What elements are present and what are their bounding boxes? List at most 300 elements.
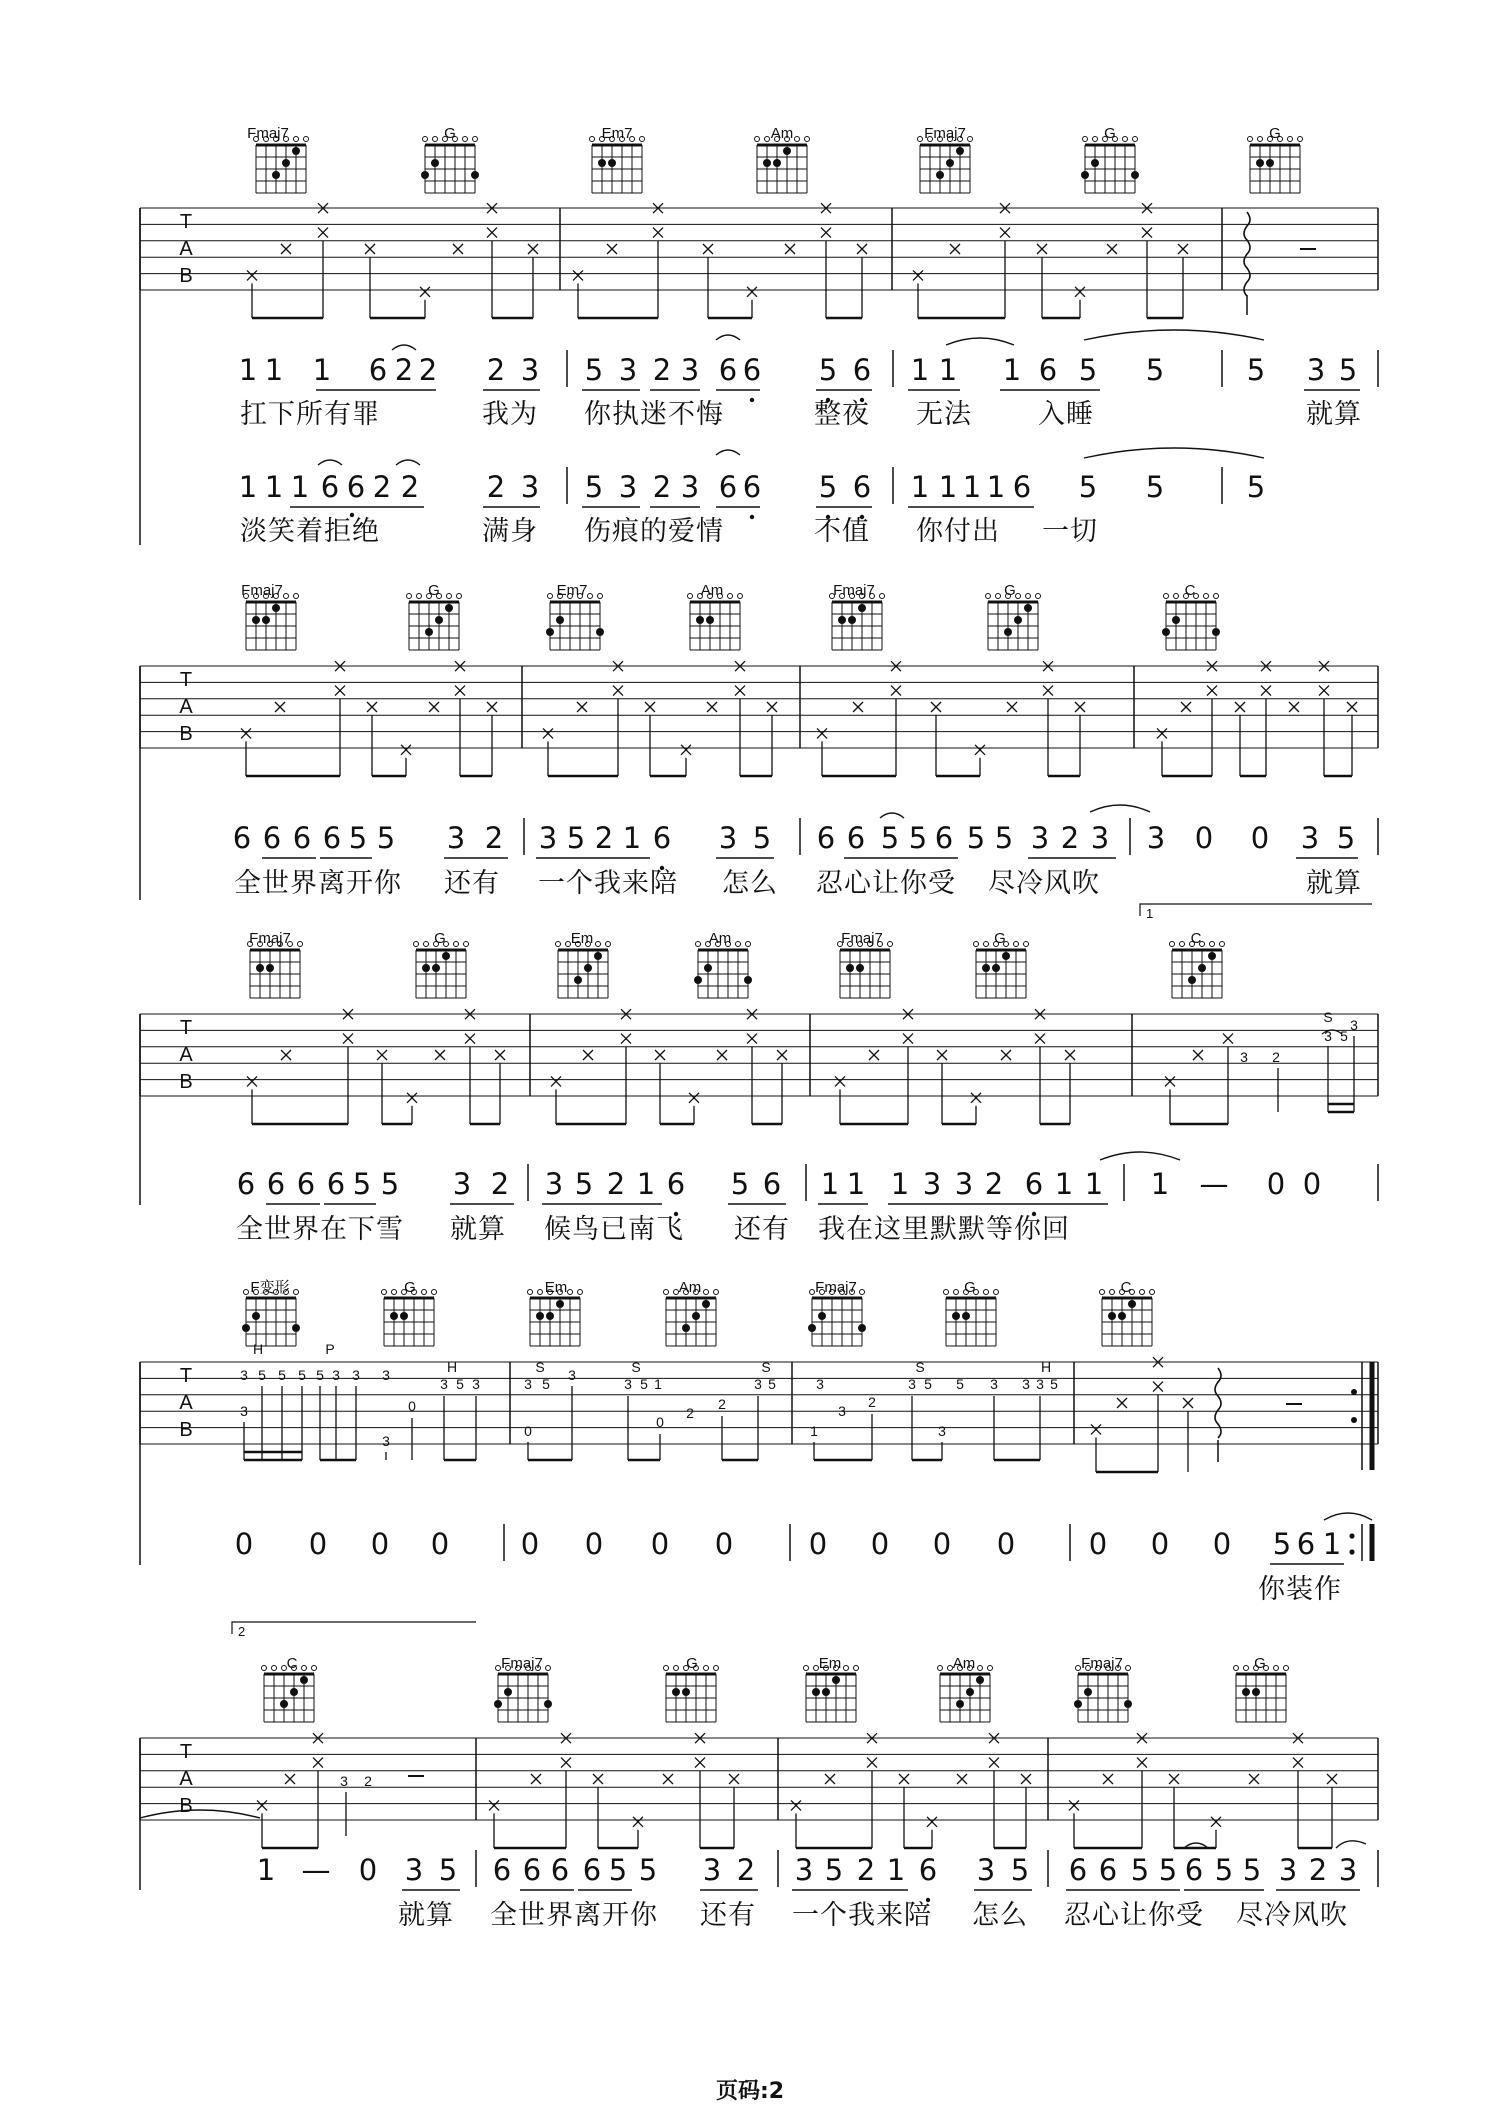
jianpu-note: 5 bbox=[638, 1853, 658, 1887]
chord-diagram bbox=[755, 137, 810, 194]
underlines bbox=[316, 330, 1360, 390]
jianpu-note: 6 bbox=[1296, 1527, 1316, 1561]
chord-diagram bbox=[528, 1290, 583, 1347]
jianpu-note: 0 bbox=[430, 1527, 450, 1561]
chord-name: Em bbox=[544, 1279, 568, 1296]
jianpu-note: 5 bbox=[1145, 353, 1165, 387]
chord-diagram bbox=[414, 942, 469, 999]
jianpu-note: 1 bbox=[622, 821, 642, 855]
jianpu-note: 6 bbox=[846, 821, 866, 855]
chord-name: Em7 bbox=[556, 582, 588, 599]
jianpu-note: 5 bbox=[574, 1167, 594, 1201]
tab-staff bbox=[140, 1362, 1378, 1444]
chord-name: G bbox=[964, 1279, 976, 1296]
jianpu-note: 0 bbox=[932, 1527, 952, 1561]
svg-text:1: 1 bbox=[654, 1376, 662, 1392]
jianpu-note: 3 bbox=[618, 353, 638, 387]
jianpu-note: 1 bbox=[290, 470, 310, 504]
jianpu-note: 5 bbox=[1078, 470, 1098, 504]
jianpu-note: 5 bbox=[1338, 353, 1358, 387]
lyric: 就算 bbox=[1306, 399, 1362, 430]
jianpu-note: 3 bbox=[976, 1853, 996, 1887]
tab-notes bbox=[247, 1009, 1233, 1124]
jianpu-note: 0 bbox=[1150, 1527, 1170, 1561]
lyric: 忍心让你受 bbox=[816, 868, 956, 899]
jianpu-note: 6 bbox=[934, 821, 954, 855]
tab-notes bbox=[1091, 1357, 1193, 1472]
lyric: 满身 bbox=[482, 516, 538, 547]
tab-staff bbox=[140, 1014, 1378, 1096]
chord-diagram bbox=[546, 594, 604, 651]
svg-text:3: 3 bbox=[352, 1367, 360, 1383]
jianpu-note: 1 bbox=[890, 1167, 910, 1201]
jianpu-note: — bbox=[301, 1853, 331, 1887]
jianpu-note: 6 bbox=[236, 1167, 256, 1201]
jianpu-note: 3 bbox=[452, 1167, 472, 1201]
jianpu-line bbox=[235, 1513, 1372, 1605]
chord-diagram bbox=[1170, 942, 1225, 999]
svg-text:5: 5 bbox=[316, 1367, 324, 1383]
techniques bbox=[253, 1341, 1051, 1375]
svg-text:2: 2 bbox=[1272, 1049, 1280, 1065]
volta-number: 2 bbox=[238, 1624, 246, 1639]
tab-beams bbox=[244, 1452, 1040, 1460]
pull-off-mark: P bbox=[325, 1341, 335, 1357]
jianpu-note: 3 bbox=[404, 1853, 424, 1887]
svg-text:3: 3 bbox=[908, 1376, 916, 1392]
jianpu-note: 6 bbox=[718, 470, 738, 504]
jianpu-note: 5 bbox=[348, 821, 368, 855]
svg-text:3: 3 bbox=[472, 1376, 480, 1392]
jianpu-note: 5 bbox=[880, 821, 900, 855]
svg-text:5: 5 bbox=[1050, 1376, 1058, 1392]
lyric: 入睡 bbox=[1038, 399, 1094, 430]
jianpu-note: 1 bbox=[1054, 1167, 1074, 1201]
jianpu-note: 5 bbox=[380, 1167, 400, 1201]
svg-text:3: 3 bbox=[440, 1376, 448, 1392]
tab-letter: T bbox=[179, 1017, 193, 1039]
chord-row bbox=[247, 125, 1281, 142]
jianpu-note: 5 bbox=[1242, 1853, 1262, 1887]
chord-diagram bbox=[262, 1666, 317, 1723]
tie-arc bbox=[140, 1810, 260, 1818]
lyric: 无法 bbox=[916, 399, 972, 430]
chord-name: Am bbox=[952, 1655, 976, 1672]
jianpu-note: 2 bbox=[984, 1167, 1004, 1201]
jianpu-note: 2 bbox=[418, 353, 438, 387]
tab-letter: B bbox=[179, 1419, 193, 1441]
jianpu-note: 5 bbox=[994, 821, 1014, 855]
svg-text:3: 3 bbox=[816, 1376, 824, 1392]
jianpu-note: 6 bbox=[522, 1853, 542, 1887]
jianpu-note: 5 bbox=[1246, 353, 1266, 387]
svg-text:3: 3 bbox=[624, 1376, 632, 1392]
jianpu-note: 1 bbox=[1150, 1167, 1170, 1201]
jianpu-note: 5 bbox=[818, 353, 838, 387]
lyric: 忍心让你受 bbox=[1064, 1900, 1204, 1931]
jianpu-note: 6 bbox=[742, 353, 762, 387]
svg-text:3: 3 bbox=[990, 1376, 998, 1392]
jianpu-note: 5 bbox=[376, 821, 396, 855]
svg-text:5: 5 bbox=[1340, 1028, 1348, 1044]
jianpu-note: 1 bbox=[820, 1167, 840, 1201]
jianpu-note: 2 bbox=[736, 1853, 756, 1887]
jianpu-note: 0 bbox=[358, 1853, 378, 1887]
jianpu-note: 0 bbox=[1194, 821, 1214, 855]
chord-diagram bbox=[974, 942, 1029, 999]
chord-name: Fmaj7 bbox=[924, 125, 966, 142]
tab-letter: B bbox=[179, 1795, 193, 1817]
chord-name: Fmaj7 bbox=[249, 930, 291, 947]
jianpu-note: 0 bbox=[714, 1527, 734, 1561]
jianpu-note: 2 bbox=[486, 353, 506, 387]
svg-text:5: 5 bbox=[298, 1367, 306, 1383]
jianpu-note: 0 bbox=[870, 1527, 890, 1561]
chord-diagram bbox=[694, 942, 752, 999]
jianpu-note: 6 bbox=[918, 1853, 938, 1887]
jianpu-note: 6 bbox=[762, 1167, 782, 1201]
jianpu-note: 1 bbox=[1322, 1527, 1342, 1561]
jianpu-note: 2 bbox=[490, 1167, 510, 1201]
svg-text:3: 3 bbox=[382, 1367, 390, 1383]
jianpu-note: 6 bbox=[550, 1853, 570, 1887]
jianpu-note: 3 bbox=[922, 1167, 942, 1201]
svg-text:2: 2 bbox=[686, 1405, 694, 1421]
chord-name: Am bbox=[678, 1279, 702, 1296]
chord-diagram bbox=[421, 137, 479, 194]
jianpu-note: 3 bbox=[718, 821, 738, 855]
jianpu-note: 1 bbox=[636, 1167, 656, 1201]
tab-letter: A bbox=[179, 696, 193, 718]
jianpu-note: 5 bbox=[584, 470, 604, 504]
repeat-end-jianpu bbox=[1349, 1524, 1372, 1561]
jianpu-note: 5 bbox=[1078, 353, 1098, 387]
lyric: 还有 bbox=[444, 868, 500, 899]
jianpu-note: 3 bbox=[1306, 353, 1326, 387]
jianpu-note: 2 bbox=[484, 821, 504, 855]
jianpu-note: 5 bbox=[1214, 1853, 1234, 1887]
lyric: 全世界在下雪 bbox=[236, 1214, 404, 1245]
chord-name: Em bbox=[570, 930, 594, 947]
jianpu-note: 5 bbox=[1246, 470, 1266, 504]
jianpu-note: 1 bbox=[886, 1853, 906, 1887]
chord-name: Fmaj7 bbox=[241, 582, 283, 599]
jianpu-note: 6 bbox=[1098, 1853, 1118, 1887]
svg-text:5: 5 bbox=[956, 1376, 964, 1392]
jianpu-note: 6 bbox=[1068, 1853, 1088, 1887]
slide-mark: S bbox=[535, 1359, 545, 1375]
svg-text:3: 3 bbox=[1022, 1376, 1030, 1392]
chord-name: C bbox=[1184, 582, 1196, 599]
lyric: 尽冷风吹 bbox=[1236, 1900, 1348, 1931]
svg-text:5: 5 bbox=[456, 1376, 464, 1392]
jianpu-note: 5 bbox=[824, 1853, 844, 1887]
jianpu-note: 1 bbox=[264, 353, 284, 387]
lyric: 淡笑着拒绝 bbox=[240, 516, 380, 547]
chord-name: G bbox=[994, 930, 1006, 947]
jianpu-note: 2 bbox=[1308, 1853, 1328, 1887]
jianpu-note: 2 bbox=[394, 353, 414, 387]
chord-diagram bbox=[1074, 1666, 1132, 1723]
system-4 bbox=[140, 1279, 1378, 1605]
svg-text:5: 5 bbox=[640, 1376, 648, 1392]
jianpu-note: 0 bbox=[1088, 1527, 1108, 1561]
lyric: 你付出 bbox=[916, 516, 1000, 547]
jianpu-note: 5 bbox=[908, 821, 928, 855]
jianpu-note: 0 bbox=[308, 1527, 328, 1561]
chord-diagram bbox=[382, 1290, 437, 1347]
svg-text:3: 3 bbox=[524, 1376, 532, 1392]
jianpu-note: 6 bbox=[852, 353, 872, 387]
chord-name: Am bbox=[708, 930, 732, 947]
tab-notes bbox=[241, 661, 1357, 776]
chord-name: F变形 bbox=[250, 1279, 290, 1296]
jianpu-note: 0 bbox=[520, 1527, 540, 1561]
jianpu-note: 1 bbox=[238, 470, 258, 504]
lyric: 候鸟已南飞 bbox=[544, 1214, 684, 1245]
jianpu-note: 0 bbox=[996, 1527, 1016, 1561]
jianpu-note: 1 bbox=[938, 353, 958, 387]
lyrics-line-1 bbox=[240, 399, 1362, 430]
jianpu-note: 1 bbox=[846, 1167, 866, 1201]
jianpu-note: 1 bbox=[910, 353, 930, 387]
chord-diagram bbox=[254, 137, 309, 194]
underlines bbox=[262, 805, 1358, 858]
jianpu-note: 3 bbox=[680, 353, 700, 387]
jianpu-note: 1 bbox=[910, 470, 930, 504]
svg-text:5: 5 bbox=[542, 1376, 550, 1392]
jianpu-note: 2 bbox=[606, 1167, 626, 1201]
jianpu-note: 6 bbox=[266, 1167, 286, 1201]
tab-letter: A bbox=[179, 1044, 193, 1066]
chord-name: G bbox=[1254, 1655, 1266, 1672]
jianpu-note: 6 bbox=[346, 470, 366, 504]
svg-text:0: 0 bbox=[656, 1414, 664, 1430]
svg-text:5: 5 bbox=[924, 1376, 932, 1392]
jianpu-note: 5 bbox=[1158, 1853, 1178, 1887]
jianpu-note: 3 bbox=[794, 1853, 814, 1887]
jianpu-note: 6 bbox=[582, 1853, 602, 1887]
chord-name: G bbox=[444, 125, 456, 142]
jianpu-note: 3 bbox=[544, 1167, 564, 1201]
jianpu-note: 1 bbox=[962, 470, 982, 504]
chord-diagram bbox=[1248, 137, 1303, 194]
lyric: 就算 bbox=[450, 1214, 506, 1245]
chord-name: C bbox=[286, 1655, 298, 1672]
jianpu-note: 2 bbox=[1060, 821, 1080, 855]
jianpu-line bbox=[233, 805, 1378, 899]
measure bbox=[911, 353, 1164, 387]
jianpu-note: 0 bbox=[1302, 1167, 1322, 1201]
jianpu-note: 6 bbox=[292, 821, 312, 855]
tab-staff bbox=[140, 1738, 1378, 1820]
jianpu-note: 6 bbox=[492, 1853, 512, 1887]
svg-text:3: 3 bbox=[1324, 1028, 1332, 1044]
jianpu-note: 6 bbox=[1024, 1167, 1044, 1201]
tab-staff bbox=[140, 208, 1378, 290]
lyric: 你执迷不悔 bbox=[584, 399, 724, 430]
svg-text:0: 0 bbox=[524, 1423, 532, 1439]
chord-diagram bbox=[244, 594, 299, 651]
jianpu-note: 5 bbox=[566, 821, 586, 855]
tab-letter: A bbox=[179, 1392, 193, 1414]
jianpu-note: 6 bbox=[666, 1167, 686, 1201]
jianpu-note: 2 bbox=[400, 470, 420, 504]
page-number: 页码:2 bbox=[715, 2079, 785, 2104]
slide-mark: S bbox=[761, 1359, 771, 1375]
svg-text:5: 5 bbox=[278, 1367, 286, 1383]
jianpu-note: 0 bbox=[1250, 821, 1270, 855]
jianpu-note: 2 bbox=[856, 1853, 876, 1887]
svg-text:2: 2 bbox=[868, 1394, 876, 1410]
svg-text:3: 3 bbox=[340, 1773, 348, 1789]
chord-name: C bbox=[1120, 1279, 1132, 1296]
underlines bbox=[290, 448, 1264, 507]
tab-letter: B bbox=[179, 723, 193, 745]
chord-diagram bbox=[556, 942, 611, 999]
jianpu-note: 0 bbox=[808, 1527, 828, 1561]
jianpu-note: 6 bbox=[326, 1167, 346, 1201]
chord-diagram bbox=[590, 137, 645, 194]
lyric: 一个我来陪 bbox=[792, 1900, 932, 1931]
jianpu-note: 3 bbox=[1030, 821, 1050, 855]
svg-text:3: 3 bbox=[1350, 1017, 1358, 1033]
svg-text:3: 3 bbox=[568, 1367, 576, 1383]
jianpu-note: 5 bbox=[1010, 1853, 1030, 1887]
jianpu-note: 1 bbox=[1084, 1167, 1104, 1201]
tab-fret-numbers bbox=[340, 1773, 372, 1789]
jianpu-note: 5 bbox=[730, 1167, 750, 1201]
jianpu-note: 3 bbox=[618, 470, 638, 504]
jianpu-note: 3 bbox=[520, 353, 540, 387]
volta-bracket-1 bbox=[1140, 904, 1372, 921]
jianpu-note: 6 bbox=[322, 821, 342, 855]
chord-diagram bbox=[688, 594, 743, 651]
svg-text:3: 3 bbox=[1240, 1049, 1248, 1065]
lyric: 扛下所有罪 bbox=[240, 399, 380, 430]
tab-notes bbox=[257, 1733, 1337, 1848]
jianpu-note: 1 bbox=[1002, 353, 1022, 387]
jianpu-note: 0 bbox=[650, 1527, 670, 1561]
svg-text:3: 3 bbox=[240, 1367, 248, 1383]
jianpu-note: 3 bbox=[520, 470, 540, 504]
chord-diagram bbox=[407, 594, 462, 651]
lyric: 尽冷风吹 bbox=[988, 868, 1100, 899]
jianpu-note: 3 bbox=[702, 1853, 722, 1887]
lyric: 一个我来陪 bbox=[538, 868, 678, 899]
jianpu-note: 3 bbox=[446, 821, 466, 855]
tab-letter: T bbox=[179, 211, 193, 233]
chord-diagram bbox=[918, 137, 973, 194]
jianpu-note: 3 bbox=[1278, 1853, 1298, 1887]
jianpu-note: 1 bbox=[256, 1853, 276, 1887]
lyric: 就算 bbox=[398, 1900, 454, 1931]
jianpu-note: 2 bbox=[652, 470, 672, 504]
jianpu-note: 5 bbox=[608, 1853, 628, 1887]
tab-letter: B bbox=[179, 1071, 193, 1093]
jianpu-note: 5 bbox=[818, 470, 838, 504]
system-5 bbox=[140, 1622, 1378, 1931]
jianpu-note: 1 bbox=[986, 470, 1006, 504]
lyric: 你装作 bbox=[1258, 1574, 1342, 1605]
lyric: 全世界离开你 bbox=[234, 868, 402, 899]
jianpu-note: 6 bbox=[320, 470, 340, 504]
jianpu-note: 3 bbox=[1090, 821, 1110, 855]
jianpu-note: 6 bbox=[816, 821, 836, 855]
jianpu-note: 5 bbox=[752, 821, 772, 855]
jianpu-note: 0 bbox=[584, 1527, 604, 1561]
svg-text:0: 0 bbox=[408, 1398, 416, 1414]
tab-fret-numbers bbox=[1240, 1009, 1358, 1112]
chord-name: G bbox=[1004, 582, 1016, 599]
chord-name: Fmaj7 bbox=[247, 125, 289, 142]
lyric: 还有 bbox=[734, 1214, 790, 1245]
jianpu-note: 5 bbox=[584, 353, 604, 387]
jianpu-note: 0 bbox=[1212, 1527, 1232, 1561]
chord-diagram bbox=[830, 594, 885, 651]
jianpu-note: 1 bbox=[264, 470, 284, 504]
lyric: 全世界离开你 bbox=[490, 1900, 658, 1931]
chord-diagram bbox=[808, 1290, 866, 1347]
jianpu-line-2 bbox=[239, 448, 1265, 547]
lyric: 伤痕的爱情 bbox=[584, 516, 724, 547]
chord-name: Fmaj7 bbox=[501, 1655, 543, 1672]
chord-diagram bbox=[1081, 137, 1139, 194]
jianpu-note: 1 bbox=[938, 470, 958, 504]
chord-name: Fmaj7 bbox=[1081, 1655, 1123, 1672]
tab-stems bbox=[244, 1386, 1040, 1460]
chord-name: G bbox=[686, 1655, 698, 1672]
svg-text:3: 3 bbox=[1036, 1376, 1044, 1392]
chord-diagram bbox=[664, 1666, 719, 1723]
jianpu-note: 2 bbox=[486, 470, 506, 504]
jianpu-note: 6 bbox=[852, 470, 872, 504]
lyric: 我为 bbox=[482, 399, 538, 430]
tab-letter: A bbox=[179, 238, 193, 260]
jianpu-note: 0 bbox=[370, 1527, 390, 1561]
lyric: 就算 bbox=[1306, 868, 1362, 899]
chord-diagram bbox=[804, 1666, 859, 1723]
system-2 bbox=[140, 582, 1378, 921]
jianpu-line bbox=[236, 1152, 1378, 1245]
jianpu-note: 3 bbox=[1300, 821, 1320, 855]
tab-letter: B bbox=[179, 265, 193, 287]
chord-name: C bbox=[1190, 930, 1202, 947]
jianpu-note: 6 bbox=[262, 821, 282, 855]
lyric: 不值 bbox=[814, 516, 870, 547]
chord-diagram bbox=[1100, 1290, 1155, 1347]
system-1 bbox=[140, 125, 1378, 547]
hammer-on-mark: H bbox=[252, 1341, 264, 1357]
tab-letter: A bbox=[179, 1768, 193, 1790]
jianpu-note: 2 bbox=[372, 470, 392, 504]
jianpu-note: 5 bbox=[352, 1167, 372, 1201]
jianpu-note: 3 bbox=[680, 470, 700, 504]
jianpu-note: 6 bbox=[1012, 470, 1032, 504]
hammer-on-mark: H bbox=[446, 1359, 458, 1375]
slide-mark: S bbox=[631, 1359, 641, 1375]
chord-diagram bbox=[838, 942, 893, 999]
svg-text:3: 3 bbox=[240, 1403, 248, 1419]
svg-text:S: S bbox=[1323, 1009, 1333, 1025]
jianpu-note: 0 bbox=[234, 1527, 254, 1561]
measure bbox=[1247, 353, 1357, 387]
chord-name: G bbox=[428, 582, 440, 599]
chord-diagram bbox=[664, 1290, 719, 1347]
tab-letter: T bbox=[179, 1741, 193, 1763]
jianpu-note: 3 bbox=[1146, 821, 1166, 855]
jianpu-note: — bbox=[1199, 1167, 1229, 1201]
